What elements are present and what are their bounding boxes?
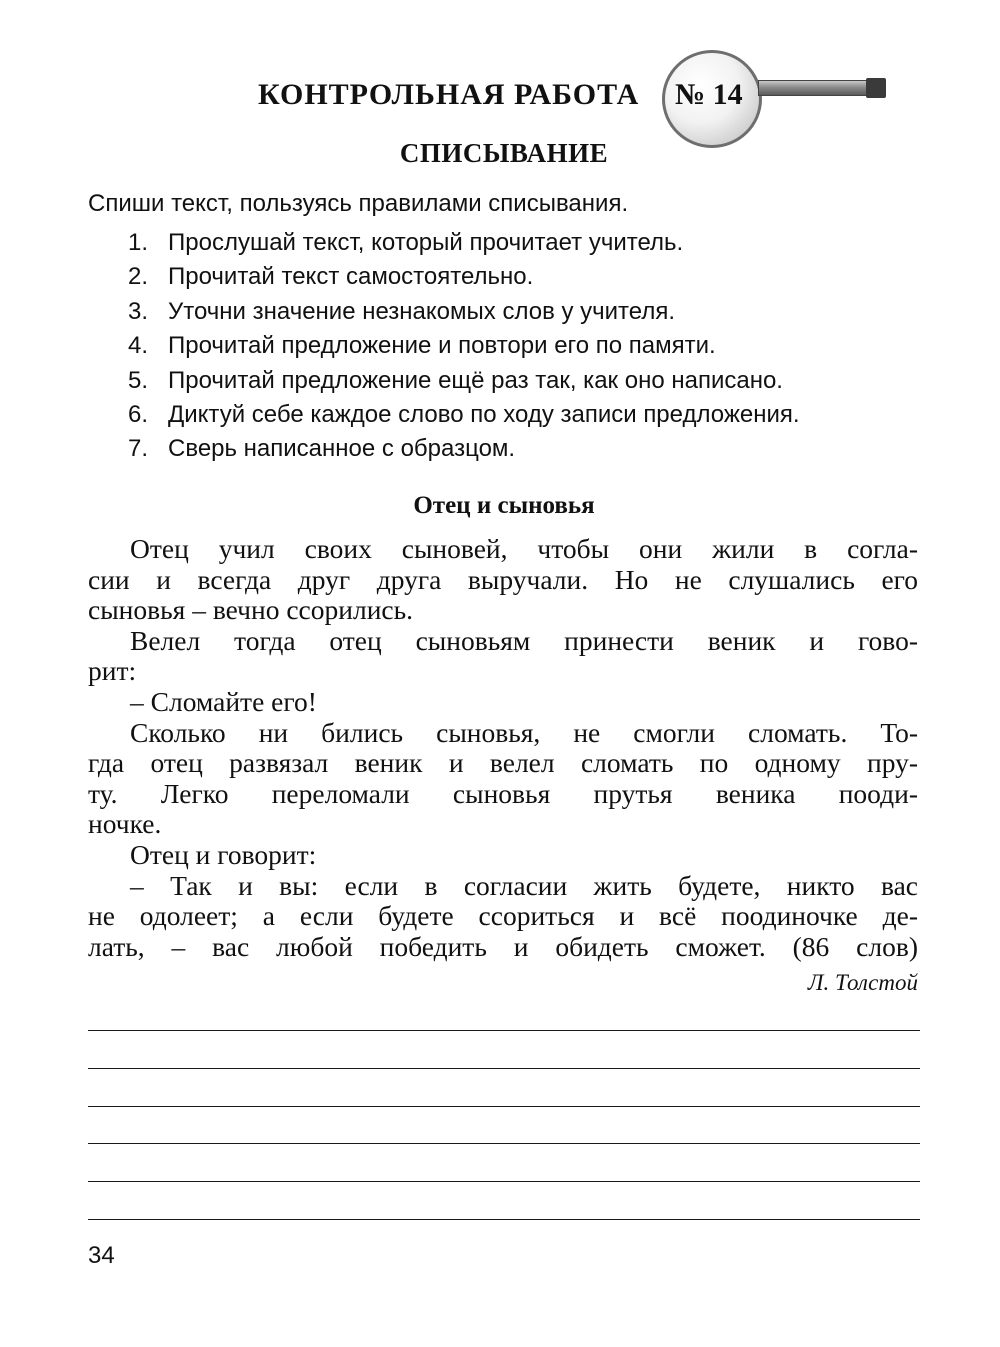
step-text: Диктуй себе каждое слово по ходу записи предложения. <box>168 401 800 429</box>
writing-line[interactable] <box>88 1143 920 1144</box>
story-line: – Так и вы: если в согласии жить будете, никто вас <box>130 869 918 901</box>
list-item <box>128 432 800 466</box>
list-item <box>128 295 800 329</box>
step-text: Прочитай предложение ещё раз так, как оно написано. <box>168 366 783 394</box>
story-line: лать, – вас любой победить и обидеть сможет. (86 слов) <box>88 930 918 962</box>
writing-line[interactable] <box>88 1030 920 1031</box>
list-item <box>128 364 800 398</box>
story-line: гда отец развязал веник и велел сломать по одному пру- <box>88 747 918 779</box>
writing-line[interactable] <box>88 1106 920 1107</box>
story-line: Сколько ни бились сыновья, не смогли сломать. То- <box>130 716 918 748</box>
work-number: № 14 <box>675 78 743 111</box>
story-line: рит: <box>88 655 137 687</box>
step-text: Прослушай текст, который прочитает учитель. <box>168 229 684 256</box>
step-number: 2. <box>128 263 149 291</box>
steps-list <box>128 226 800 467</box>
step-number: 7. <box>128 435 149 463</box>
step-text: Сверь написанное с образцом. <box>168 435 516 463</box>
header <box>0 68 1000 128</box>
story-line: Отец и говорит: <box>130 838 317 870</box>
magnifier-handle-cap <box>866 78 886 98</box>
story-line: ту. Легко переломали сыновья прутья веника пооди- <box>88 777 918 809</box>
author: Л. Толстой <box>807 970 918 995</box>
story-text <box>88 534 918 962</box>
writing-line[interactable] <box>88 1068 920 1069</box>
list-item <box>128 226 800 260</box>
page-title: КОНТРОЛЬНАЯ РАБОТА <box>258 78 640 111</box>
writing-line[interactable] <box>88 1181 920 1182</box>
story-line: сии и всегда друг друга выручали. Но не слушались его <box>88 563 918 595</box>
step-number: 1. <box>128 229 149 256</box>
writing-line[interactable] <box>88 1219 920 1220</box>
step-text: Прочитай предложение и повтори его по памяти. <box>168 332 716 360</box>
step-number: 6. <box>128 401 149 429</box>
step-number: 5. <box>128 366 149 394</box>
story-line: – Сломайте его! <box>130 685 317 717</box>
section-title: СПИСЫВАНИЕ <box>399 138 609 168</box>
page-number: 34 <box>88 1242 115 1269</box>
list-item <box>128 329 800 363</box>
step-number: 4. <box>128 332 149 360</box>
story-line: ночке. <box>88 808 162 840</box>
list-item <box>128 260 800 294</box>
story-line: Отец учил своих сыновей, чтобы они жили в согла- <box>130 533 918 564</box>
story-line: не одолеет; а если будете ссориться и всё поодиночке де- <box>88 900 918 932</box>
list-item <box>128 398 800 432</box>
step-text: Прочитай текст самостоятельно. <box>168 263 534 291</box>
step-text: Уточни значение незнакомых слов у учителя. <box>168 297 675 325</box>
story-line: сыновья – вечно ссорились. <box>88 594 414 626</box>
step-number: 3. <box>128 297 149 325</box>
story-line: Велел тогда отец сыновьям принести веник и гово- <box>130 624 918 656</box>
task-instruction: Спиши текст, пользуясь правилами списывания. <box>88 190 629 217</box>
story-title: Отец и сыновья <box>413 492 595 519</box>
